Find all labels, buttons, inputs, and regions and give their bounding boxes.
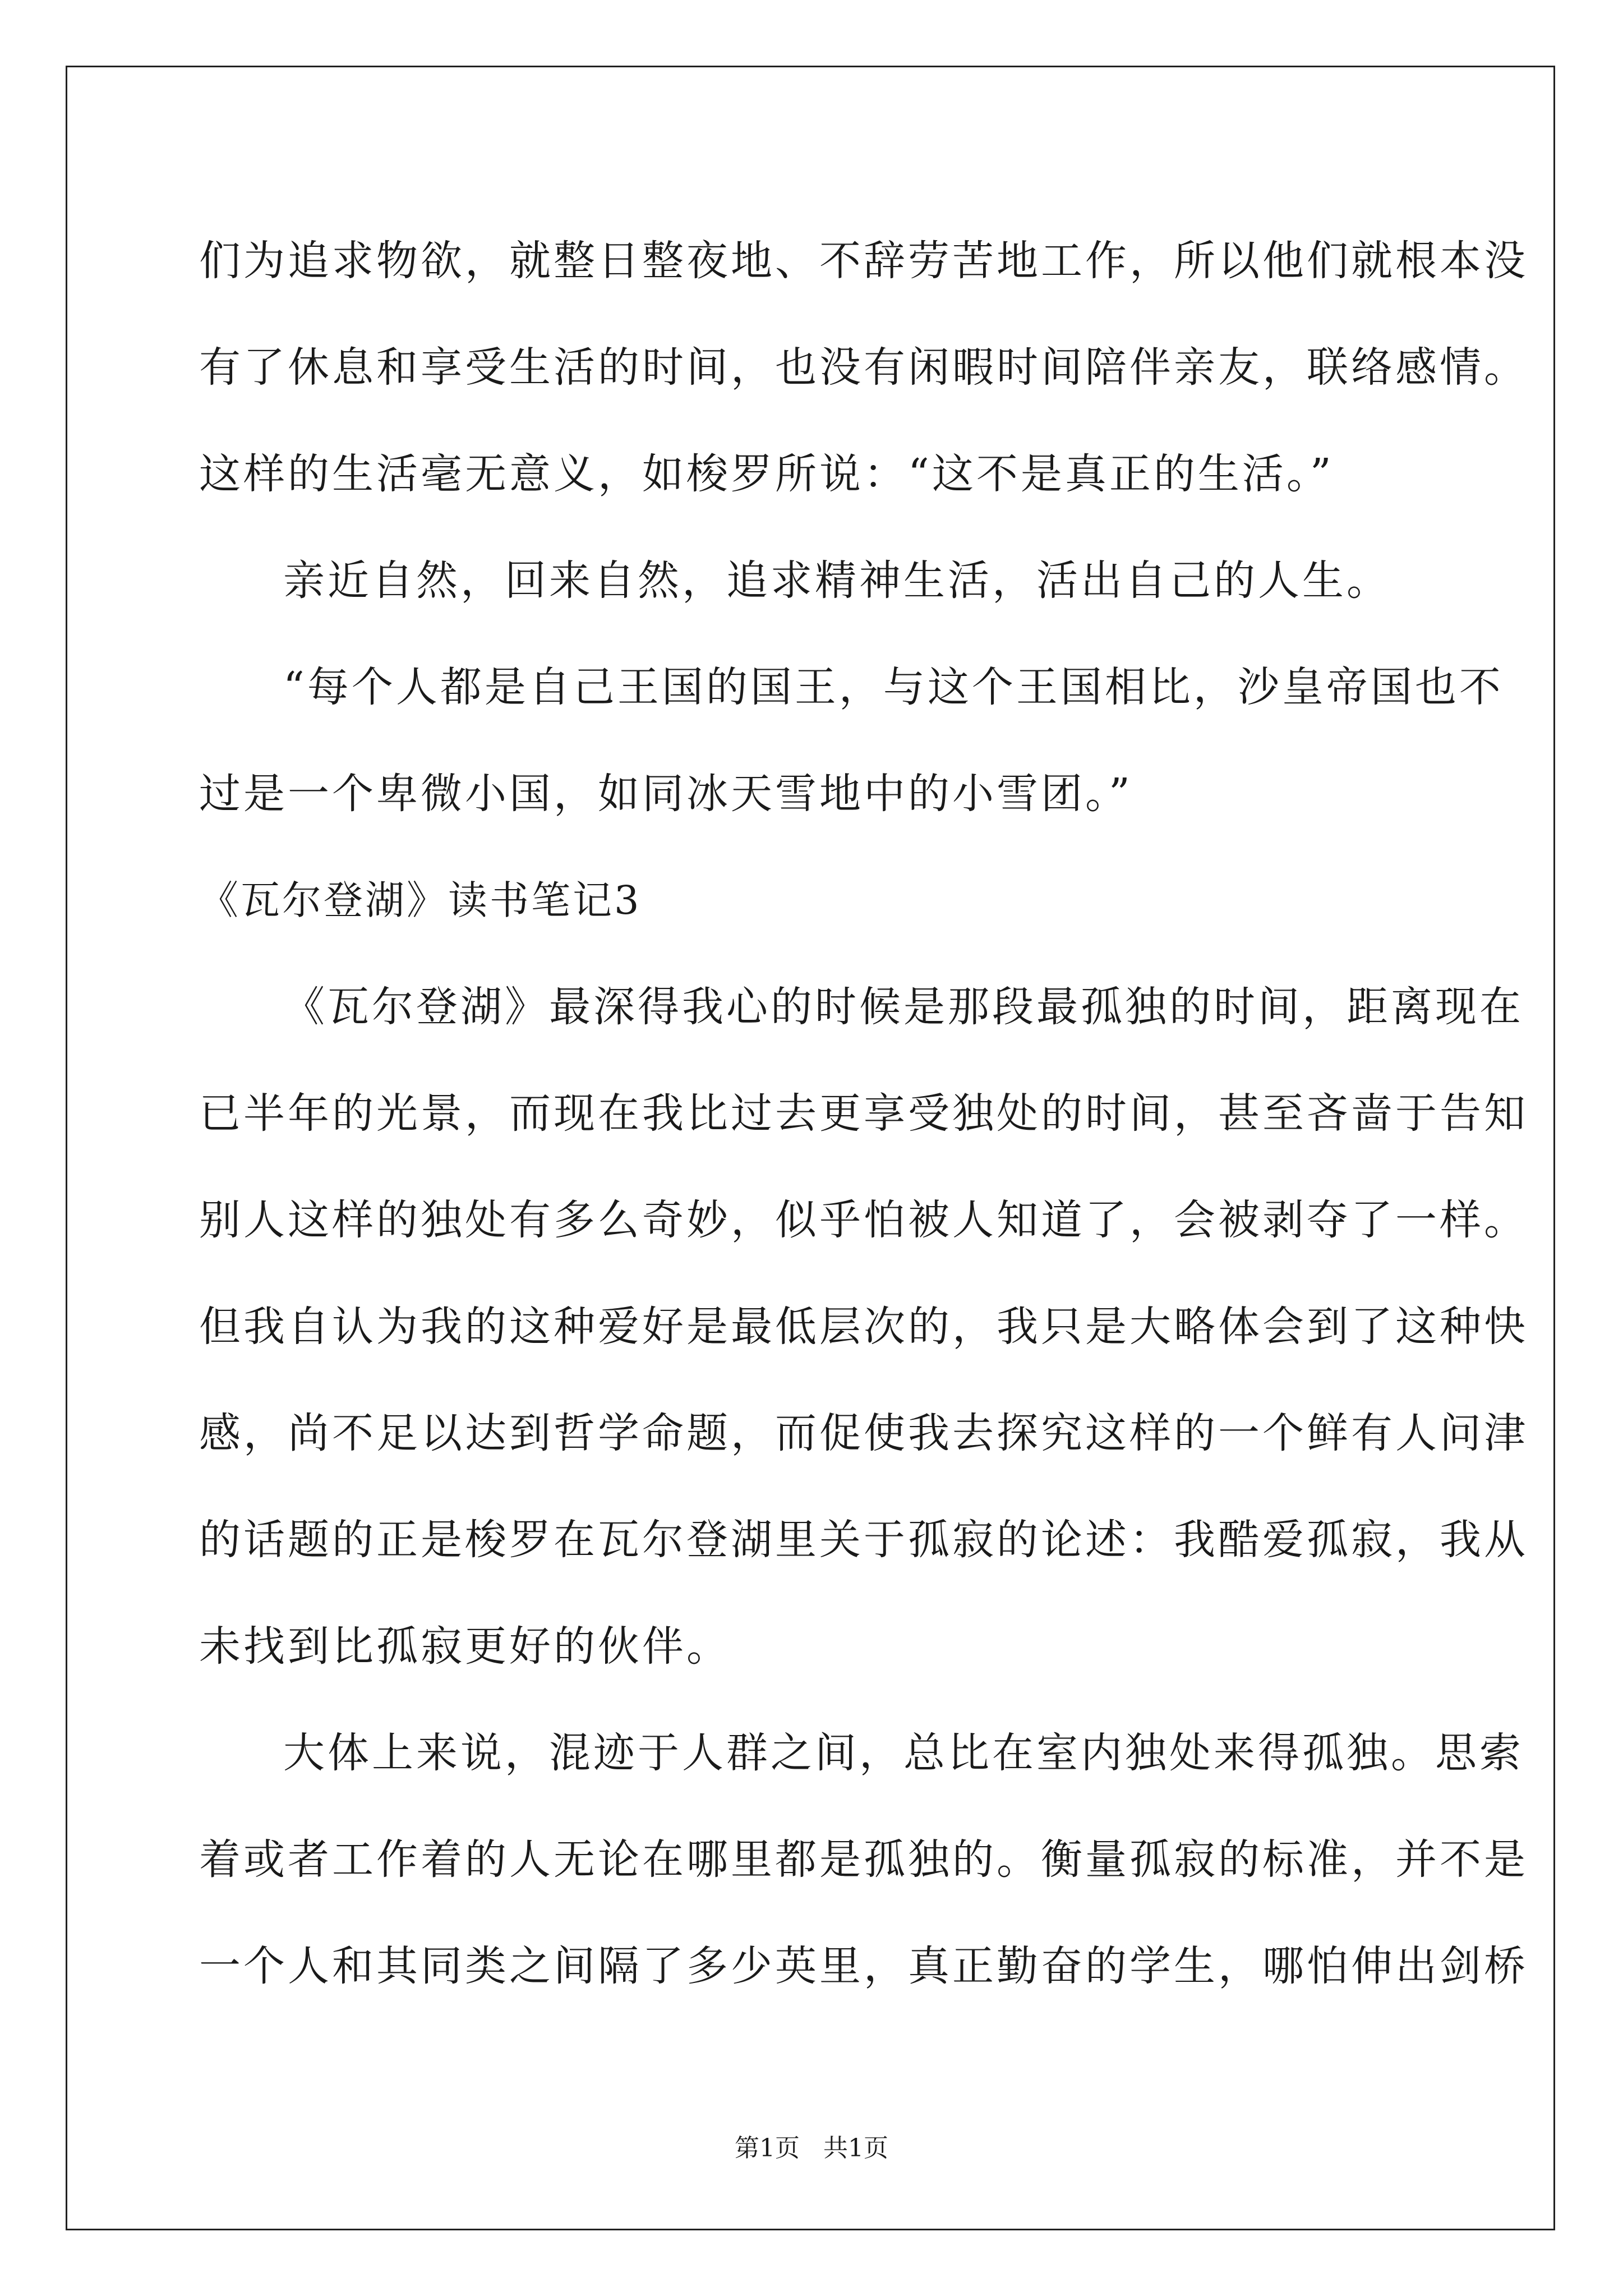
paragraph-start: “每个人都是自己王国的国王，与这个王国相比，沙皇帝国也不 (283, 663, 1504, 711)
text-line: 有了休息和享受生活的时间，也没有闲暇时间陪伴亲友，联络感情。 (199, 343, 1528, 392)
text-line: 已半年的光景，而现在我比过去更享受独处的时间，甚至吝啬于告知 (199, 1089, 1528, 1138)
text-line: 们为追求物欲，就整日整夜地、不辞劳苦地工作，所以他们就根本没 (199, 237, 1528, 285)
text-line: 感，尚不足以达到哲学命题，而促使我去探究这样的一个鲜有人问津 (199, 1409, 1528, 1457)
document-body (199, 208, 1528, 2019)
paragraph-start: 《瓦尔登湖》最深得我心的时候是那段最孤独的时间，距离现在 (283, 983, 1524, 1031)
text-line: 未找到比孤寂更好的伙伴。 (199, 1622, 731, 1671)
text-line: 过是一个卑微小国，如同冰天雪地中的小雪团。” (199, 770, 1133, 818)
text-line: 一个人和其同类之间隔了多少英里，真正勤奋的学生，哪怕伸出剑桥 (199, 1942, 1528, 1990)
section-heading: 《瓦尔登湖》读书笔记3 (199, 877, 642, 923)
page-footer: 第1页 共1页 (735, 2134, 888, 2162)
paragraph-start: 亲近自然，回来自然，追求精神生活，活出自己的人生。 (283, 556, 1391, 605)
text-line: 别人这样的独处有多么奇妙，似乎怕被人知道了，会被剥夺了一样。 (199, 1196, 1528, 1244)
text-line: 但我自认为我的这种爱好是最低层次的，我只是大略体会到了这种快 (199, 1303, 1528, 1351)
text-line: 着或者工作着的人无论在哪里都是孤独的。衡量孤寂的标准，并不是 (199, 1835, 1528, 1884)
text-line: 这样的生活毫无意义，如梭罗所说：“这不是真正的生活。” (199, 450, 1334, 498)
paragraph-start: 大体上来说，混迹于人群之间，总比在室内独处来得孤独。思索 (283, 1729, 1524, 1777)
text-line: 的话题的正是梭罗在瓦尔登湖里关于孤寂的论述：我酷爱孤寂，我从 (199, 1516, 1528, 1564)
